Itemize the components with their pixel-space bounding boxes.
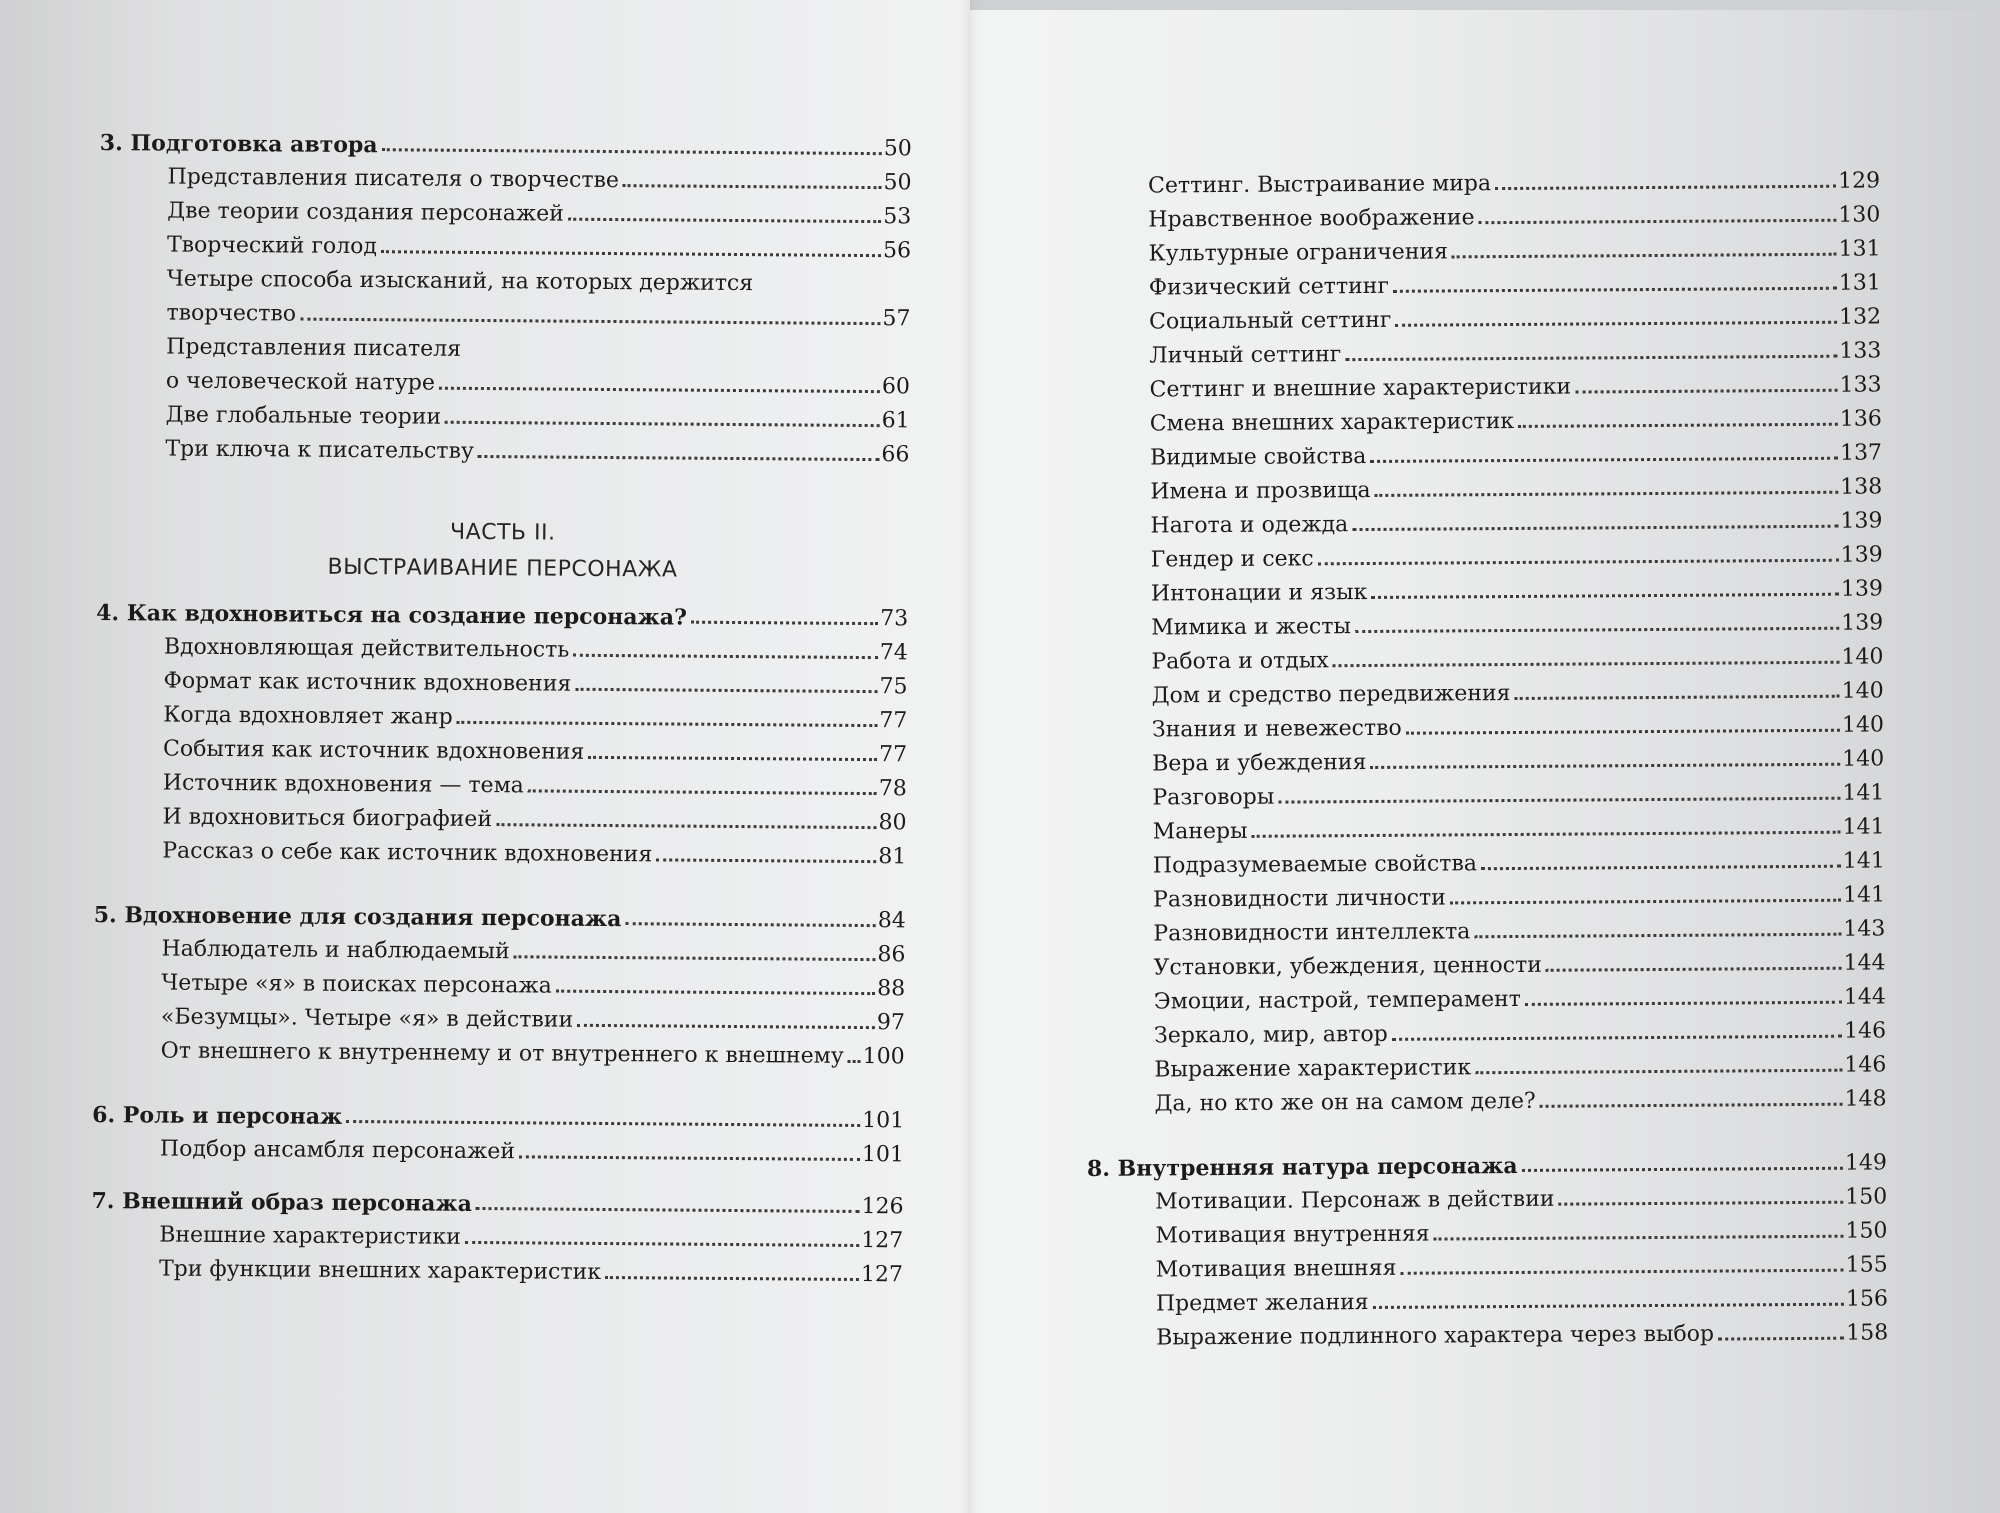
entry-label: Четыре «я» в поисках персонажа	[161, 970, 552, 999]
page-number: 77	[879, 708, 908, 734]
entry-label: Гендер и секс	[1150, 546, 1314, 573]
toc-entry[interactable]	[1083, 568, 1883, 608]
dot-leader	[691, 621, 878, 625]
dot-leader	[1434, 1235, 1844, 1241]
toc-entry[interactable]	[1085, 874, 1885, 914]
entry-label: творчество	[166, 300, 297, 327]
dot-leader	[1355, 627, 1839, 633]
dot-leader	[625, 922, 875, 927]
toc-entry[interactable]	[1085, 942, 1885, 982]
toc-entry[interactable]	[1083, 534, 1883, 574]
toc-entry[interactable]	[1086, 1010, 1886, 1050]
page-number: 143	[1843, 916, 1886, 942]
book-gutter	[958, 0, 984, 1513]
entry-label: От внешнего к внутреннему и от внутреннего к внешнему	[160, 1038, 844, 1069]
entry-label: Работа и отдых	[1151, 648, 1329, 675]
page-number: 57	[882, 306, 911, 332]
toc-entry[interactable]	[1088, 1312, 1888, 1352]
dot-leader	[1515, 695, 1840, 700]
page-number: 139	[1840, 576, 1884, 602]
toc-entry[interactable]	[1082, 398, 1882, 438]
toc-entry[interactable]	[1084, 738, 1884, 778]
dot-leader	[1370, 457, 1838, 463]
toc-chapter-heading[interactable]	[94, 894, 906, 934]
entry-label: Знания и невежество	[1151, 715, 1402, 743]
dot-leader	[1352, 525, 1838, 531]
page-number: 78	[878, 776, 907, 802]
page-number: 130	[1838, 202, 1881, 228]
toc-entry[interactable]	[1086, 1078, 1886, 1118]
page-number: 81	[878, 844, 907, 870]
entry-label: Сеттинг. Выстраивание мира	[1148, 171, 1492, 199]
entry-label: Нравственное воображение	[1148, 205, 1475, 233]
dot-leader	[1393, 287, 1837, 293]
entry-label: Предмет желания	[1155, 1290, 1369, 1317]
entry-label: Сеттинг и внешние характеристики	[1149, 374, 1572, 403]
entry-label: Вдохновляющая действительность	[163, 634, 570, 663]
toc-entry[interactable]	[1084, 670, 1884, 710]
dot-leader	[848, 1060, 861, 1063]
chapter-title: 7. Внешний образ персонажа	[91, 1187, 473, 1217]
page-number: 140	[1841, 644, 1884, 670]
entry-label: Имена и прозвища	[1150, 477, 1371, 505]
dot-leader	[605, 1276, 859, 1281]
dot-leader	[1546, 967, 1842, 972]
dot-leader	[382, 148, 882, 155]
dot-leader	[1474, 933, 1841, 939]
toc-entry[interactable]	[1082, 466, 1882, 506]
toc-entry[interactable]	[1082, 432, 1882, 472]
dot-leader	[1452, 253, 1837, 259]
entry-label: Мотивация внешняя	[1155, 1255, 1397, 1283]
dot-leader	[1278, 797, 1840, 804]
dot-leader	[1522, 1167, 1843, 1172]
toc-left	[91, 122, 912, 1288]
page-number: 84	[877, 908, 906, 934]
page-number: 131	[1838, 270, 1881, 296]
dot-leader	[300, 318, 880, 326]
page-number: 140	[1842, 746, 1885, 772]
dot-leader	[623, 184, 882, 189]
entry-label: о человеческой натуре	[165, 368, 436, 396]
dot-leader	[1392, 1035, 1842, 1041]
page-number: 100	[862, 1044, 905, 1070]
entry-label: Да, но кто же он на самом деле?	[1154, 1088, 1536, 1117]
page-number: 132	[1838, 304, 1882, 330]
entry-label: Внешние характеристики	[159, 1222, 461, 1250]
dot-leader	[575, 688, 877, 693]
toc-right	[1080, 160, 1888, 1352]
dot-leader	[1375, 491, 1839, 497]
dot-leader	[1540, 1103, 1843, 1108]
dot-leader	[1371, 593, 1839, 599]
dot-leader	[1495, 185, 1836, 190]
entry-label: Выражение характеристик	[1154, 1055, 1472, 1083]
toc-entry[interactable]	[1080, 160, 1880, 200]
dot-leader	[1575, 389, 1837, 394]
dot-leader	[1318, 559, 1839, 566]
page-number: 138	[1840, 474, 1883, 500]
page-number: 133	[1839, 372, 1882, 398]
page-number: 56	[882, 238, 912, 264]
page-number: 136	[1839, 406, 1882, 432]
toc-chapter-heading[interactable]	[1087, 1142, 1887, 1182]
toc-entry[interactable]	[1088, 1244, 1888, 1284]
dot-leader	[457, 721, 878, 727]
dot-leader	[1481, 865, 1841, 871]
dot-leader	[1450, 899, 1841, 905]
page-number: 139	[1841, 610, 1884, 636]
page-number: 101	[862, 1108, 905, 1134]
chapter-title: 8. Внутренняя натура персонажа	[1086, 1152, 1518, 1182]
dot-leader	[577, 1024, 875, 1029]
entry-label: Подразумеваемые свойства	[1152, 851, 1477, 879]
part-heading	[96, 512, 909, 590]
dot-leader	[445, 421, 880, 427]
page-number: 74	[879, 640, 908, 666]
entry-label: Разновидности личности	[1153, 885, 1446, 913]
page-number: 77	[878, 742, 908, 768]
page-number: 101	[861, 1142, 905, 1168]
entry-label: Эмоции, настрой, темперамент	[1153, 986, 1521, 1015]
entry-label: Смена внешних характеристик	[1149, 408, 1515, 437]
toc-entry[interactable]	[1085, 806, 1885, 846]
dot-leader	[1345, 355, 1837, 361]
entry-label: «Безумцы». Четыре «я» в действии	[160, 1004, 574, 1033]
entry-label: Манеры	[1152, 818, 1248, 845]
entry-label: Мотивации. Персонаж в действии	[1155, 1186, 1555, 1215]
toc-entry[interactable]	[1081, 262, 1881, 302]
page-number: 149	[1844, 1150, 1888, 1176]
page-number: 50	[883, 136, 912, 162]
page-edge-shadow	[970, 0, 2000, 10]
page-number: 50	[883, 170, 912, 196]
toc-entry[interactable]	[91, 1248, 903, 1288]
entry-label: Дом и средство передвижения	[1151, 681, 1511, 709]
dot-leader	[514, 955, 876, 961]
entry-label: Четыре способа изысканий, на которых держится	[166, 266, 754, 297]
entry-label: Разговоры	[1152, 784, 1275, 811]
page-number: 144	[1843, 950, 1886, 976]
dot-leader	[346, 1120, 860, 1127]
entry-label: Выражение подлинного характера через выбор	[1156, 1321, 1715, 1351]
entry-label: Рассказ о себе как источник вдохновения	[162, 838, 653, 868]
page-number: 133	[1839, 338, 1882, 364]
page-number: 73	[880, 606, 909, 632]
page-number: 66	[881, 442, 910, 468]
page-number: 127	[861, 1228, 904, 1254]
dot-leader	[1373, 1303, 1844, 1309]
toc-entry[interactable]	[1080, 228, 1880, 268]
toc-entry[interactable]	[1087, 1176, 1887, 1216]
dot-leader	[528, 789, 877, 795]
entry-label: Культурные ограничения	[1148, 239, 1449, 267]
dot-leader	[1518, 423, 1838, 428]
entry-label: Источник вдохновения — тема	[162, 770, 524, 799]
page-number: 75	[879, 674, 908, 700]
dot-leader	[556, 990, 875, 996]
entry-label: Подбор ансамбля персонажей	[159, 1136, 516, 1165]
entry-label: Наблюдатель и наблюдаемый	[161, 936, 510, 965]
entry-label: Социальный сеттинг	[1149, 307, 1392, 335]
part-title: ВЫСТРАИВАНИЕ ПЕРСОНАЖА	[327, 554, 678, 583]
page-number: 97	[876, 1010, 906, 1036]
toc-entry[interactable]	[1085, 840, 1885, 880]
entry-label: Три ключа к писательству	[165, 436, 474, 464]
dot-leader	[1479, 219, 1837, 224]
dot-leader	[1370, 763, 1840, 769]
page-number: 144	[1843, 984, 1886, 1010]
entry-label: Видимые свойства	[1149, 444, 1367, 471]
page-number: 53	[883, 204, 912, 230]
page-number: 155	[1845, 1252, 1888, 1278]
chapter-title: 4. Как вдохновиться на создание персонажа?	[96, 599, 688, 631]
page-number: 127	[860, 1262, 904, 1288]
toc-entry[interactable]	[1081, 364, 1881, 404]
entry-label: Интонации и язык	[1150, 580, 1368, 607]
entry-label: Две теории создания персонажей	[167, 198, 564, 227]
page-number: 140	[1841, 712, 1885, 738]
entry-label: Творческий голод	[166, 232, 378, 260]
toc-entry[interactable]	[1080, 194, 1880, 234]
dot-leader	[588, 756, 877, 761]
page-number: 146	[1844, 1052, 1887, 1078]
dot-leader	[1718, 1337, 1844, 1341]
chapter-title: 3. Подготовка автора	[99, 129, 378, 159]
page-number: 139	[1840, 542, 1883, 568]
toc-chapter-heading[interactable]	[100, 122, 912, 162]
entry-label: Разновидности интеллекта	[1153, 919, 1471, 947]
entry-label: Нагота и одежда	[1150, 512, 1349, 539]
dot-leader	[465, 1241, 859, 1247]
page-number: 129	[1838, 168, 1881, 194]
entry-label: Установки, убеждения, ценности	[1153, 952, 1542, 981]
chapter-title: 5. Вдохновение для создания персонажа	[93, 901, 622, 933]
entry-label: Представления писателя	[166, 334, 462, 362]
dot-leader	[439, 387, 880, 393]
dot-leader	[381, 250, 881, 257]
toc-chapter-heading[interactable]	[92, 1094, 904, 1134]
page-number: 156	[1845, 1286, 1889, 1312]
dot-leader	[1525, 1001, 1842, 1006]
dot-leader	[519, 1155, 860, 1161]
dot-leader	[1400, 1269, 1843, 1275]
dot-leader	[1395, 321, 1837, 327]
toc-entry[interactable]	[1081, 330, 1881, 370]
right-page	[970, 0, 2000, 1513]
entry-label: Мимика и жесты	[1151, 614, 1352, 641]
dot-leader	[1558, 1201, 1843, 1206]
dot-leader	[476, 1207, 860, 1213]
page-number: 141	[1843, 882, 1886, 908]
page-number: 158	[1846, 1320, 1889, 1346]
dot-leader	[1406, 729, 1840, 735]
entry-label: Представления писателя о творчестве	[167, 164, 620, 194]
entry-label: Мотивация внутренняя	[1155, 1221, 1430, 1249]
dot-leader	[1475, 1069, 1842, 1075]
toc-entry[interactable]	[1083, 636, 1883, 676]
toc-entry[interactable]	[1088, 1278, 1888, 1318]
toc-entry[interactable]	[1085, 908, 1885, 948]
toc-chapter-heading[interactable]	[96, 592, 908, 632]
page-number: 137	[1839, 440, 1883, 466]
entry-label: Личный сеттинг	[1149, 342, 1342, 369]
page-number: 148	[1844, 1086, 1887, 1112]
dot-leader	[573, 654, 878, 659]
part-number: ЧАСТЬ II.	[449, 519, 556, 546]
toc-entry[interactable]	[1081, 296, 1881, 336]
entry-label: Вера и убеждения	[1152, 750, 1367, 777]
entry-label: Когда вдохновляет жанр	[163, 702, 453, 730]
page-number: 139	[1840, 508, 1883, 534]
page-number: 131	[1838, 236, 1881, 262]
page-number: 141	[1842, 780, 1885, 806]
page-number: 80	[878, 810, 907, 836]
entry-label: Зеркало, мир, автор	[1153, 1021, 1388, 1049]
toc-entry[interactable]	[1084, 704, 1884, 744]
page-number: 141	[1842, 814, 1885, 840]
toc-entry[interactable]	[1086, 1044, 1886, 1084]
entry-label: События как источник вдохновения	[162, 736, 585, 765]
toc-entry[interactable]	[1082, 500, 1882, 540]
dot-leader	[656, 858, 876, 863]
dot-leader	[1252, 831, 1841, 838]
chapter-title: 6. Роль и персонаж	[92, 1101, 343, 1130]
toc-entry[interactable]	[1083, 602, 1883, 642]
page-number: 150	[1845, 1218, 1888, 1244]
left-page	[0, 0, 970, 1513]
dot-leader	[568, 218, 881, 223]
page-number: 86	[877, 942, 906, 968]
entry-label: Две глобальные теории	[165, 402, 442, 430]
page-number: 150	[1845, 1184, 1888, 1210]
page-number: 141	[1842, 848, 1885, 874]
entry-label: Формат как источник вдохновения	[163, 668, 572, 697]
toc-entry[interactable]	[1086, 976, 1886, 1016]
dot-leader	[478, 455, 880, 461]
entry-label: И вдохновиться биографией	[162, 804, 493, 833]
page-number: 140	[1841, 678, 1884, 704]
entry-label: Три функции внешних характеристик	[158, 1256, 602, 1285]
page-number: 126	[861, 1194, 904, 1220]
entry-label: Физический сеттинг	[1148, 273, 1390, 301]
page-number: 61	[881, 408, 910, 434]
toc-chapter-heading[interactable]	[91, 1180, 903, 1220]
toc-entry[interactable]	[97, 428, 909, 468]
dot-leader	[1333, 661, 1840, 668]
toc-entry[interactable]	[1084, 772, 1884, 812]
page-number: 146	[1843, 1018, 1887, 1044]
page-number: 60	[881, 374, 911, 400]
dot-leader	[496, 823, 876, 829]
toc-entry[interactable]	[1087, 1210, 1887, 1250]
page-number: 88	[877, 976, 906, 1002]
